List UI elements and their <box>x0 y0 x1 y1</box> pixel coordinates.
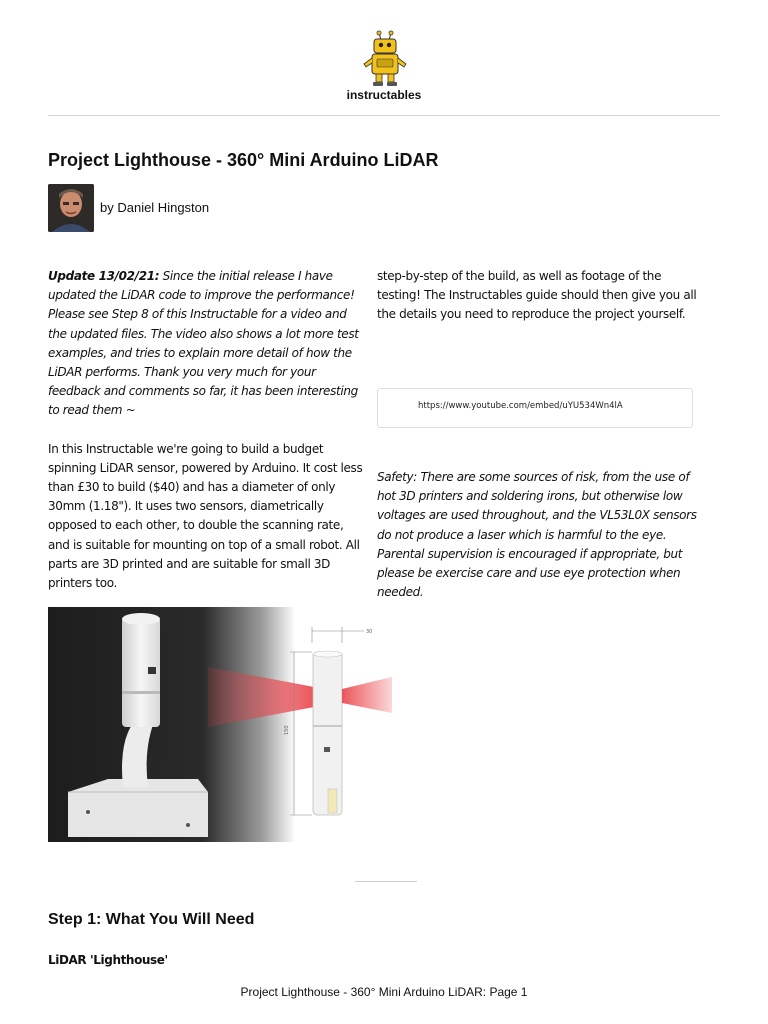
dimension-height-label: 150 <box>284 725 290 735</box>
avatar[interactable] <box>48 184 94 232</box>
step-subheading: LiDAR 'Lighthouse' <box>48 953 168 967</box>
safety-note: Safety: There are some sources of risk, from the use of hot 3D printers and soldering irons, but otherwise low voltages are used throughout, and the VL53L0X sensors do not produce a laser which is harmful to the eye. Parental supervision is encouraged if appropriate, but please be exercise care and use eye protection when needed. <box>377 470 697 600</box>
update-text: Since the initial release I have updated the LiDAR code to improve the performance! Please see Step 8 of this Instructable for a video and the updated files. The video also shows a lot more test examples, and tries to explain more detail of how the LiDAR performs. Thank you very much for your feedback and comments so far, it has been interesting to read them ~ <box>48 269 359 418</box>
intro-column-left <box>48 267 364 631</box>
dimension-width-label: 30 <box>366 629 373 635</box>
intro-paragraph: In this Instructable we're going to build a budget spinning LiDAR sensor, powered by Arduino. It cost less than £30 to build ($40) and has a diameter of only 30mm (1.18"). It uses two sensors, diametrically opposed to each other, to double the scanning rate, and is suitable for mounting on top of a small robot. All parts are 3D printed and are suitable for small 3D printers too. <box>48 441 363 591</box>
update-label: Update 13/02/21: <box>48 269 160 283</box>
brand-name[interactable]: instructables <box>346 88 422 102</box>
page-footer: Project Lighthouse - 360° Mini Arduino LiDAR: Page 1 <box>240 985 528 999</box>
watch-paragraph-end: step-by-step of the build, as well as footage of the testing! The Instructables guide should then give you all the details you need to reproduce the project yourself. <box>377 269 697 322</box>
author-byline[interactable]: by Daniel Hingston <box>100 200 210 215</box>
lidar-photo <box>48 607 392 842</box>
section-divider <box>355 881 417 882</box>
step-title: Step 1: What You Will Need <box>48 911 255 928</box>
video-url[interactable]: https://www.youtube.com/embed/uYU534Wn4lA <box>418 401 623 411</box>
instructables-robot-icon[interactable] <box>355 30 415 88</box>
video-embed[interactable] <box>377 388 693 428</box>
intro-column-right <box>377 267 697 325</box>
update-note <box>48 267 364 421</box>
page-title: Project Lighthouse - 360° Mini Arduino LiDAR <box>48 150 439 170</box>
header-divider <box>48 115 720 116</box>
